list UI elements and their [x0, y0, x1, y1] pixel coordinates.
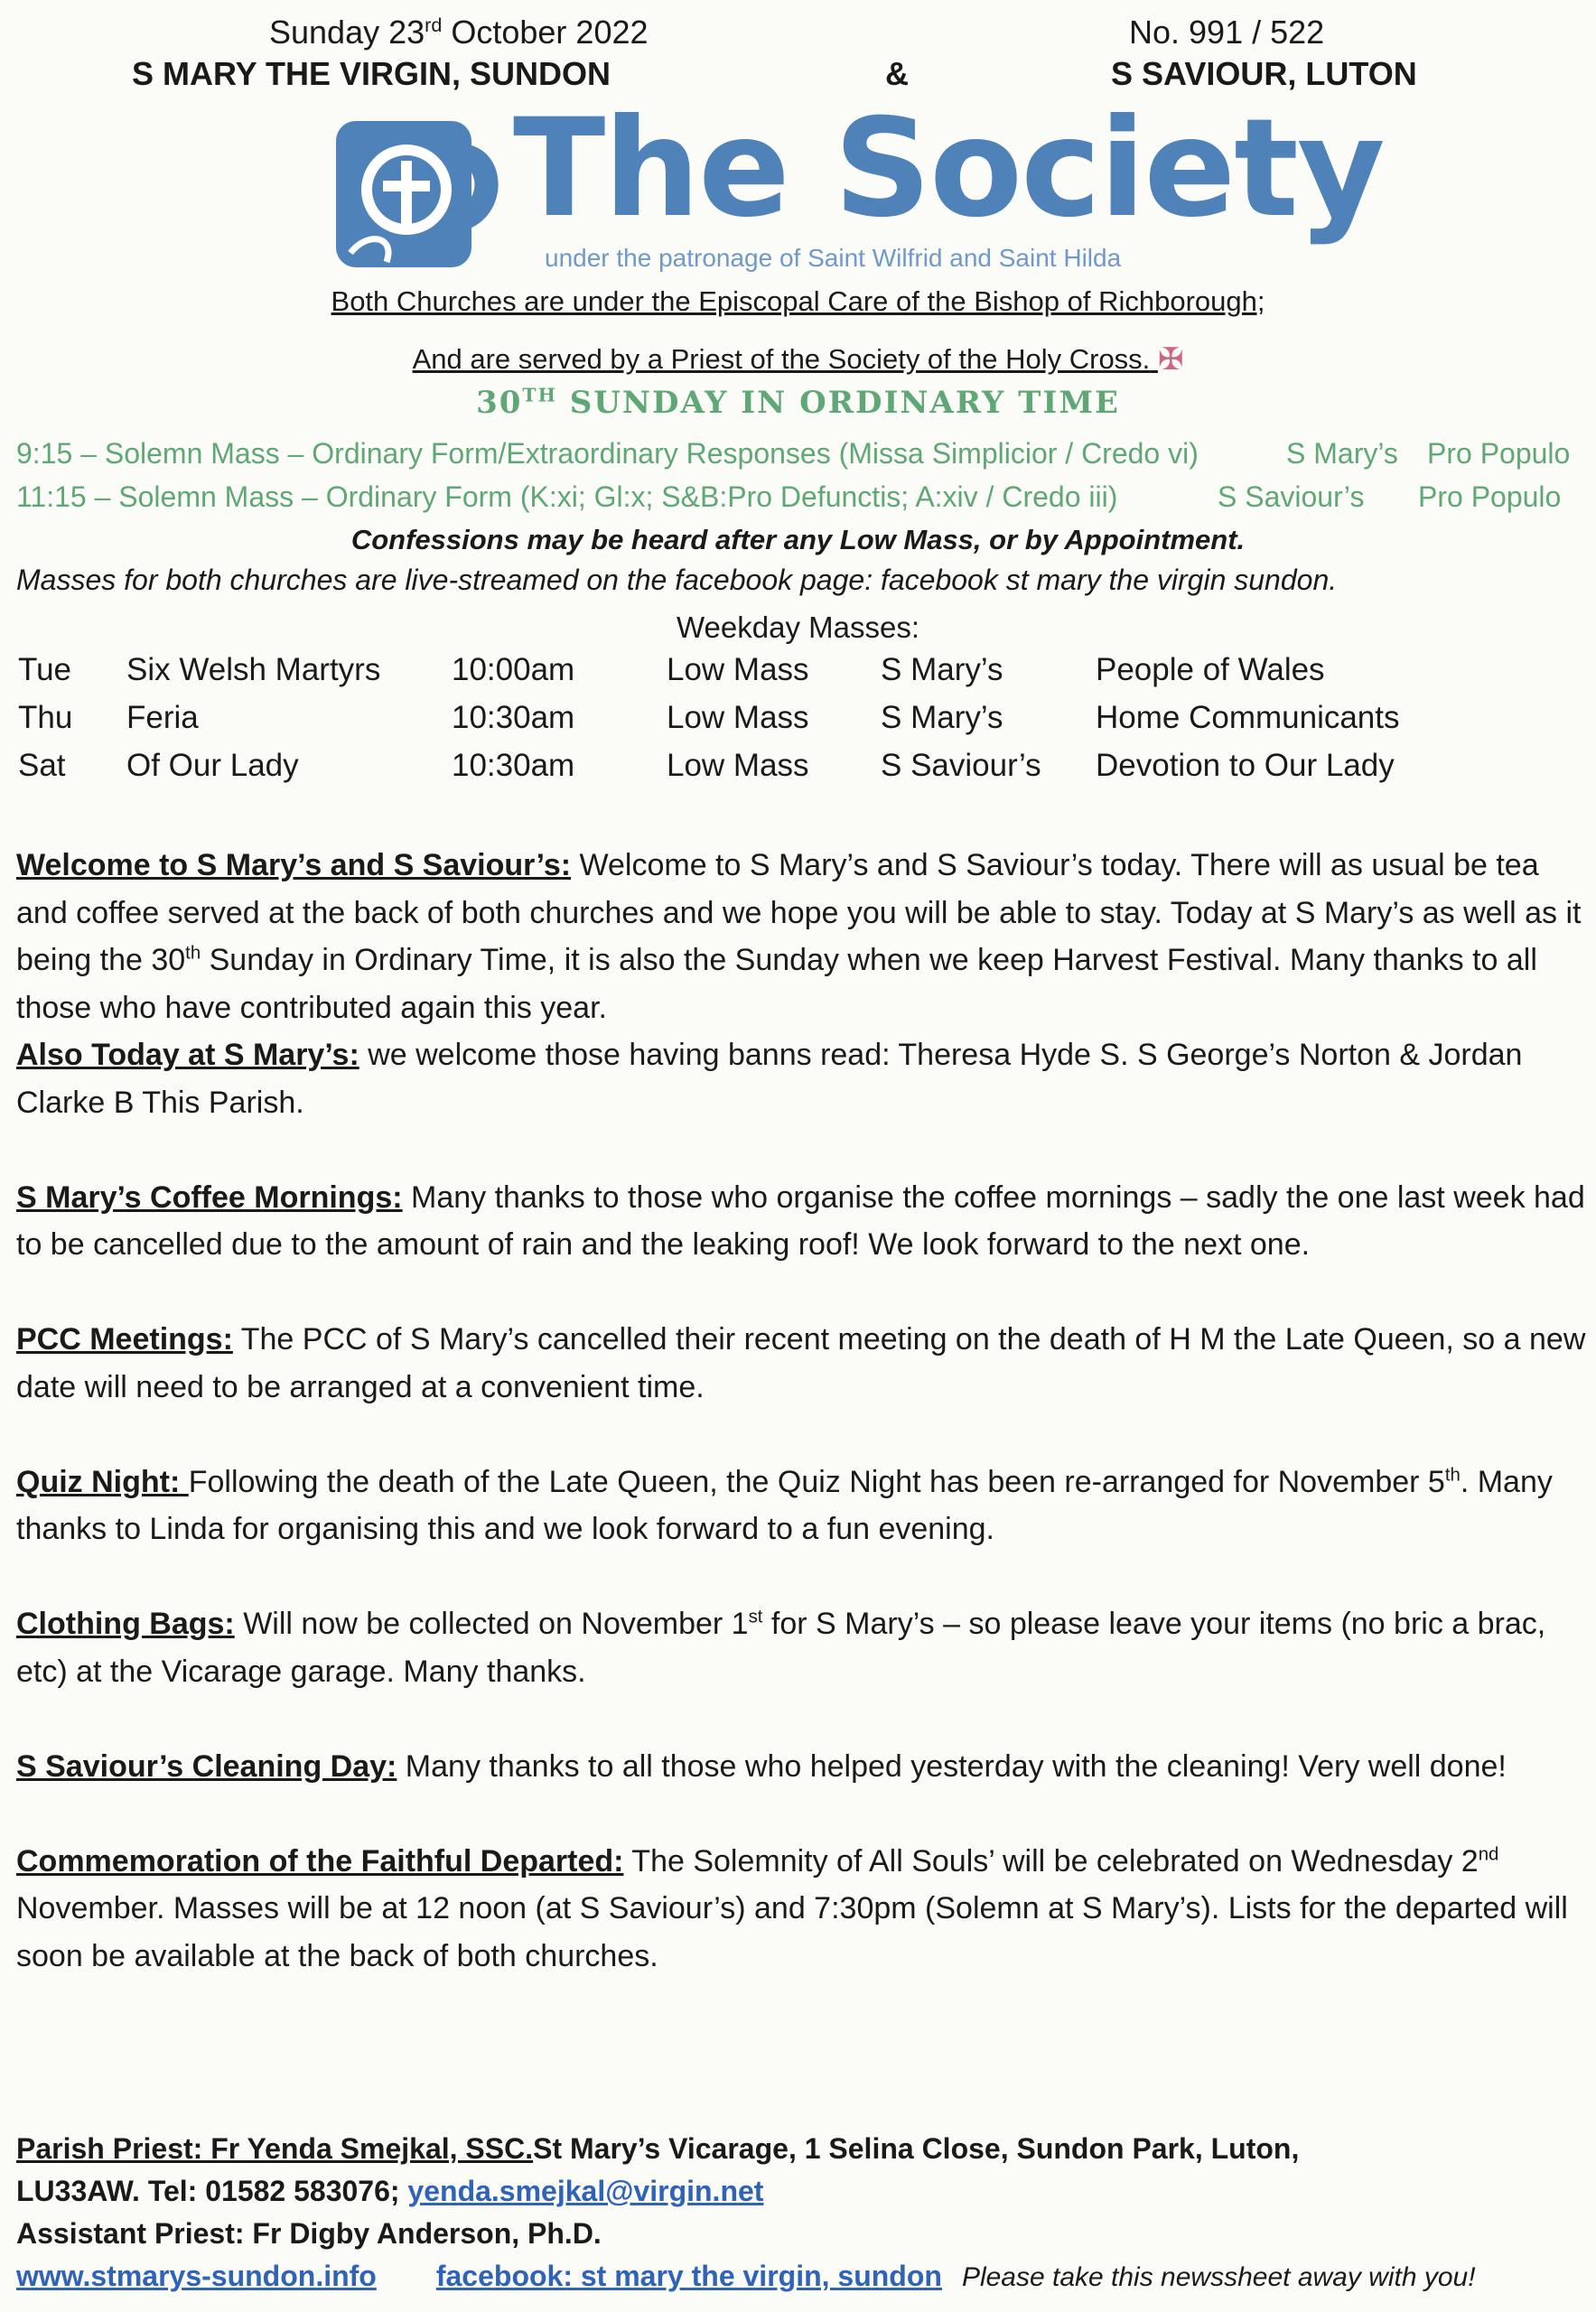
- confessions-note: Confessions may be heard after any Low Mass, or by Appointment.: [350, 524, 1246, 555]
- contact-footer: [16, 2128, 1588, 2298]
- email-link[interactable]: yenda.smejkal@virgin.net: [407, 2175, 764, 2207]
- mass-line-0: 9:15 – Solemn Mass – Ordinary Form/Extraordinary Responses (Missa Simplicior / Credo vi) S Mary’s Pro Populo: [16, 437, 1571, 470]
- issue-date: Sunday 23rd October 2022: [269, 14, 649, 51]
- issue-number: No. 991 / 522: [1129, 14, 1325, 51]
- notice-welcome: Welcome to S Mary’s and S Saviour’s: Welcome to S Mary’s and S Saviour’s today. There will as usual be tea and coffee served at the back of both churches and we hope you will be able to stay. Today at S Mary’s as well as it being the 30th Sunday in Ordinary Time, it is also the Sunday when we keep Harvest Festival. Many thanks to all those who have contributed again this year.: [16, 848, 1582, 1025]
- parish-priest: Parish Priest: Fr Yenda Smejkal, SSC.: [16, 2132, 534, 2165]
- society-logo: [332, 90, 1398, 275]
- church-right: S SAVIOUR, LUTON: [1111, 55, 1417, 92]
- livestream-note: Masses for both churches are live-streamed on the facebook page: facebook st mary the virgin sundon.: [16, 564, 1338, 596]
- facebook-link[interactable]: facebook: st mary the virgin, sundon: [435, 2260, 942, 2292]
- notice-cleaning-day: S Saviour’s Cleaning Day: Many thanks to all those who helped yesterday with the cleaning! Very well done!: [16, 1748, 1507, 1784]
- notice-quiz: Quiz Night: Following the death of the Late Queen, the Quiz Night has been re-arranged for November 5th. Many thanks to Linda for organising this and we look forward to a fun evening.: [16, 1464, 1553, 1546]
- notice-coffee-mornings: S Mary’s Coffee Mornings: Many thanks to those who organise the coffee mornings – sadly the one last week had to be cancelled due to the amount of rain and the leaking roof! We look forward to the next one.: [16, 1179, 1585, 1262]
- notice-pcc: PCC Meetings: The PCC of S Mary’s cancelled their recent meeting on the death of H M the Late Queen, so a new date will need to be arranged at a convenient time.: [16, 1322, 1586, 1404]
- notice-also-today: Also Today at S Mary’s: we welcome those having banns read: Theresa Hyde S. S George’s Norton & Jordan Clarke B This Parish.: [16, 1038, 1523, 1120]
- telephone: LU33AW. Tel: 01582 583076;: [16, 2175, 408, 2207]
- sunday-title: 30TH SUNDAY IN ORDINARY TIME: [476, 384, 1120, 421]
- logo-subtitle: under the patronage of Saint Wilfrid and Saint Hilda: [545, 244, 1122, 272]
- episcopal-care-line: Both Churches are under the Episcopal Care of the Bishop of Richborough;: [331, 285, 1265, 317]
- notice-clothing-bags: Clothing Bags: Will now be collected on November 1st for S Mary’s – so please leave your items (no bric a brac, etc) at the Vicarage garage. Many thanks.: [16, 1607, 1546, 1689]
- priest-society-line: And are served by a Priest of the Society of the Holy Cross. ✠: [412, 342, 1184, 377]
- assistant-priest: Assistant Priest: Fr Digby Anderson, Ph.D.: [16, 2217, 602, 2250]
- notices: [16, 842, 1588, 1980]
- church-left: S MARY THE VIRGIN, SUNDON: [132, 55, 611, 92]
- weekday-title: Weekday Masses:: [677, 611, 919, 644]
- takeaway-note: Please take this newssheet away with you!: [961, 2262, 1476, 2292]
- cross-icon: ✠: [1157, 342, 1184, 377]
- mass-line-1: 11:15 – Solemn Mass – Ordinary Form (K:xi; Gl:x; S&B:Pro Defunctis; A:xiv / Credo iii) S Saviour’s Pro Populo: [16, 480, 1562, 513]
- website-link[interactable]: www.stmarys-sundon.info: [16, 2260, 377, 2292]
- vicarage-address: St Mary’s Vicarage, 1 Selina Close, Sundon Park, Luton,: [533, 2132, 1300, 2165]
- ampersand: &: [885, 55, 909, 92]
- society-emblem-icon: [332, 117, 499, 271]
- notice-commemoration: Commemoration of the Faithful Departed: The Solemnity of All Souls’ will be celebrated on Wednesday 2nd November. Masses will be at 12 noon (at S Saviour’s) and 7:30pm (Solemn at S Mary’s). Lists for the departed will soon be available at the back of both churches.: [16, 1843, 1568, 1973]
- logo-title: The Society: [513, 90, 1384, 247]
- newssheet-page: Sunday 23rd October 2022 No. 991 / 522 S MARY THE VIRGIN, SUNDON & S SAVIOUR, LUTON The Society under the patronage of Saint Wilfrid and Saint Hilda Both Churches are under the Episcopal Care of the Bishop of Richborough; And are served by a Priest of the Society of the Holy Cross. ✠ 30TH SUNDAY IN ORDINARY TIME 9:15 – Solemn Mass – Ordinary Form/Extraordinary Responses (Missa Simplicior / Credo vi) S Mary’s Pro Populo 11:15 – Solemn Mass – Ordinary Form (K:xi; Gl:x; S&B:Pro Defunctis; A:xiv / Credo iii) S Saviour’s Pro Populo Confessions may be heard after any Low Mass, or by Appointment. Masses for both churches are live-streamed on the facebook page: facebook st mary the virgin sundon. Weekday Masses: Tue Six Welsh Martyrs 10:00am Low Mass S Mary’s People of Wales Thu Feria 10:30am Low Mass S Mary’s Home Communicants Sat Of Our Lady 10:30am Low Mass S Saviour’s Devotion to Our Lady Welcome to S Mary’s and S Saviour’s: Welcome to S Mary’s and S Saviour’s today. There will as usual be tea and coffee served at the back of both churches and we hope you will be able to stay. Today at S Mary’s as well as it being the 30th Sunday in Ordinary Time, it is also the Sunday when we keep Harvest Festival. Many thanks to all those who have contributed again this year. Also Today at S Mary’s: we welcome those having banns read: Theresa Hyde S. S George’s Norton & Jordan Clarke B This Parish. S Mary’s Coffee Mornings: Many thanks to those who organise the coffee mornings – sadly the one last week had to be cancelled due to the amount of rain and the leaking roof! We look forward to the next one. PCC Meetings: The PCC of S Mary’s cancelled their recent meeting on the death of H M the Late Queen, so a new date will need to be arranged at a convenient time. Quiz Night: Following the death of the Late Queen, the Quiz Night has been re-arranged for November 5th. Many thanks to Linda for organising this and we look forward to a fun evening. Clothing Bags: Will now be collected on November 1st for S Mary’s – so please leave your items (no bric a brac, etc) at the Vicarage garage. Many thanks. S Saviour’s Cleaning Day: Many thanks to all those who helped yesterday with the cleaning! Very well done! Commemoration of the Faithful Departed: The Solemnity of All Souls’ will be celebrated on Wednesday 2nd November. Masses will be at 12 noon (at S Saviour’s) and 7:30pm (Solemn at S Mary’s). Lists for the departed will soon be available at the back of both churches. Parish Priest: Fr Yenda Smejkal, SSC.St Mary’s Vicarage, 1 Selina Close, Sundon Park, Luton, LU33AW. Tel: 01582 583076; yenda.smejkal@virgin.net Assistant Priest: Fr Digby Anderson, Ph.D. www.stmarys-sundon.info facebook: st mary the virgin, sundon Please take this newssheet away with you!: [0, 0, 1596, 2312]
